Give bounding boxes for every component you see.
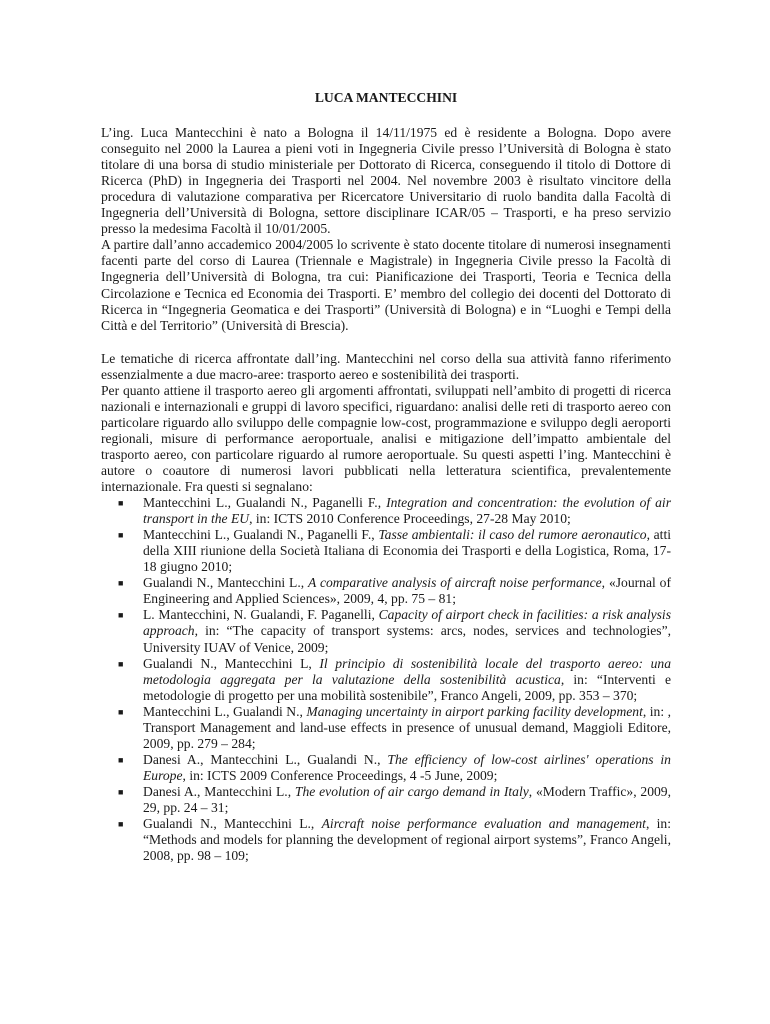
bio-paragraph: L’ing. Luca Mantecchini è nato a Bologna il 14/11/1975 ed è residente a Bologna. Dopo avere conseguito nel 2000 la Laurea a pieni voti in Ingegneria Civile presso l’Università di Bologna è stato titolare di una borsa di studio ministeriale per Dottorato di Ricerca, conseguendo il titolo di Dottore di Ricerca (PhD) in Ingegneria dei Trasporti nel 2004. Nel novembre 2003 è risultato vincitore della procedura di valutazione comparativa per Ricercatore Universitario di ruolo bandita dalla Facoltà di Ingegneria dell’Università di Bologna, settore disciplinare ICAR/05 – Trasporti, e ha preso servizio presso la medesima Facoltà il 10/01/2005. (101, 125, 671, 237)
publication-item (101, 495, 671, 527)
publication-details: , atti della XIII riunione della Società Italiana di Economia dei Trasporti e della Logistica, Roma, 17-18 giugno 2010; (143, 527, 671, 575)
bullet-icon: ■ (118, 498, 124, 509)
publication-title: Capacity of airport check in facilities: a risk analysis approach (143, 607, 671, 639)
bullet-icon: ■ (118, 658, 124, 669)
document-page (101, 84, 671, 864)
publication-title: Aircraft noise performance evaluation and management (321, 816, 646, 832)
publication-title: Il principio di sostenibilità locale del trasporto aereo: una metodologia aggregata per la valutazione della sostenibilità acustica (143, 655, 671, 687)
publication-list (101, 495, 671, 864)
publication-details: , in: “Interventi e metodologie di progetto per una mobilità sostenibile”, Franco Angeli, 2009, pp. 353 – 370; (143, 671, 671, 703)
publication-authors: Mantecchini L., Gualandi N., Paganelli F., (143, 527, 379, 543)
publication-details: , «Journal of Engineering and Applied Sciences», 2009, 4, pp. 75 – 81; (143, 575, 671, 607)
publication-authors: Mantecchini L., Gualandi N., (143, 703, 307, 719)
publication-details: , in: , Transport Management and land-use effects in presence of unusual demand, Maggioli Editore, 2009, pp. 279 – 284; (143, 703, 671, 751)
publication-item (101, 704, 671, 752)
publication-authors: Gualandi N., Mantecchini L, (143, 655, 320, 671)
publication-details: , «Modern Traffic», 2009, 29, pp. 24 – 31; (143, 783, 672, 815)
document-title: LUCA MANTECCHINI (314, 90, 458, 105)
publication-details: , in: “The capacity of transport systems: arcs, nodes, services and technologies”, University IUAV of Venice, 2009; (143, 623, 671, 655)
publication-title: The evolution of air cargo demand in Italy (294, 783, 529, 799)
research-topics-paragraph: Le tematiche di ricerca affrontate dall’ing. Mantecchini nel corso della sua attività fanno riferimento essenzialmente a due macro-aree: trasporto aereo e sostenibilità dei trasporti. (101, 350, 671, 382)
publication-authors: L. Mantecchini, N. Gualandi, F. Paganelli, (143, 607, 379, 623)
publication-item (101, 575, 671, 607)
publication-item (101, 527, 671, 575)
publication-title: Integration and concentration: the evolution of air transport in the EU (143, 495, 671, 527)
publication-item (101, 656, 671, 704)
bullet-icon: ■ (118, 578, 124, 589)
publication-authors: Gualandi N., Mantecchini L., (143, 816, 322, 832)
publication-details: , in: ICTS 2010 Conference Proceedings, 27-28 May 2010; (249, 511, 571, 527)
air-transport-paragraph: Per quanto attiene il trasporto aereo gli argomenti affrontati, sviluppati nell’ambito di progetti di ricerca nazionali e internazionali e gruppi di lavoro specifici, riguardano: analisi delle reti di trasporto aereo con particolare riguardo allo sviluppo delle compagnie low-cost, programmazione e sviluppo degli aeroporti regionali, misure di performance aeroportuale, analisi e mitigazione dell’impatto ambientale del trasporto aereo, con particolare riguardo al rumore aeroportuale. Su questi aspetti l’ing. Mantecchini è autore o coautore di numerosi lavori pubblicati nella letteratura scientifica, prevalentemente internazionale. Fra questi si segnalano: (101, 382, 671, 495)
publication-item (101, 816, 671, 864)
publication-details: , in: “Methods and models for planning the development of regional airport systems”, Franco Angeli, 2008, pp. 98 – 109; (143, 816, 671, 864)
bullet-icon: ■ (118, 530, 124, 541)
publication-item (101, 752, 671, 784)
publication-authors: Danesi A., Mantecchini L., Gualandi N., (143, 751, 388, 767)
publication-details: , in: ICTS 2009 Conference Proceedings, 4 -5 June, 2009; (182, 767, 498, 783)
bullet-icon: ■ (118, 786, 124, 797)
bullet-icon: ■ (118, 706, 124, 717)
publication-item (101, 784, 671, 816)
publication-authors: Mantecchini L., Gualandi N., Paganelli F., (143, 495, 387, 511)
publication-item (101, 607, 671, 655)
teaching-paragraph: A partire dall’anno accademico 2004/2005 lo scrivente è stato docente titolare di numerosi insegnamenti facenti parte del corso di Laurea (Triennale e Magistrale) in Ingegneria Civile presso la Facoltà di Ingegneria dell’Università di Bologna, tra cui: Pianificazione dei Trasporti, Teoria e Tecnica della Circolazione e Tecnica ed Economia dei Trasporti. E’ membro del collegio dei docenti del Dottorato di Ricerca in “Ingegneria Geomatica e dei Trasporti” (Università di Bologna) e in “Luoghi e Tempi della Città e del Territorio” (Università di Brescia). (101, 237, 671, 333)
publication-authors: Gualandi N., Mantecchini L., (143, 575, 309, 591)
publication-authors: Danesi A., Mantecchini L., (143, 783, 295, 799)
bullet-icon: ■ (118, 819, 124, 830)
publication-title: Managing uncertainty in airport parking facility development (306, 703, 643, 719)
publication-title: The efficiency of low-cost airlines' operations in Europe (143, 751, 671, 783)
publication-title: A comparative analysis of aircraft noise performance (308, 575, 602, 591)
bullet-icon: ■ (118, 610, 124, 621)
publication-title: Tasse ambientali: il caso del rumore aeronautico (378, 527, 647, 543)
bullet-icon: ■ (118, 754, 124, 765)
